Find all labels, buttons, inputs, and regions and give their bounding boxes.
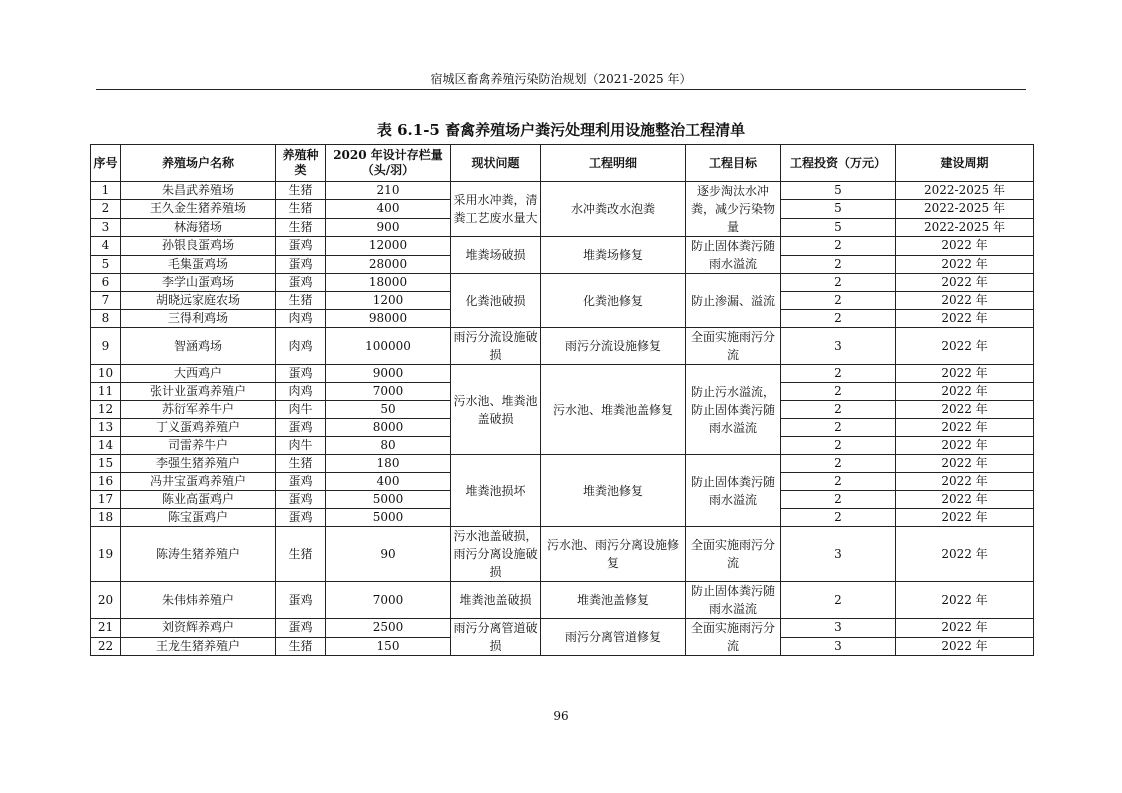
cell-type: 肉鸡 bbox=[276, 383, 326, 401]
cell-investment: 2 bbox=[781, 237, 896, 256]
cell-name: 司雷养牛户 bbox=[121, 437, 276, 455]
cell-name: 朱昌武养殖场 bbox=[121, 182, 276, 200]
cell-problem: 污水池、堆粪池盖破损 bbox=[451, 365, 541, 455]
cell-period: 2022 年 bbox=[896, 619, 1034, 638]
cell-no: 19 bbox=[91, 527, 121, 582]
cell-name: 智涵鸡场 bbox=[121, 328, 276, 365]
cell-stock: 100000 bbox=[326, 328, 451, 365]
cell-type: 生猪 bbox=[276, 218, 326, 236]
cell-no: 4 bbox=[91, 237, 121, 256]
cell-name: 李学山蛋鸡场 bbox=[121, 274, 276, 292]
cell-type: 蛋鸡 bbox=[276, 237, 326, 256]
cell-name: 毛集蛋鸡场 bbox=[121, 255, 276, 274]
cell-problem: 污水池盖破损，雨污分离设施破损 bbox=[451, 527, 541, 582]
cell-investment: 2 bbox=[781, 455, 896, 473]
cell-period: 2022-2025 年 bbox=[896, 200, 1034, 218]
cell-type: 生猪 bbox=[276, 455, 326, 473]
cell-stock: 7000 bbox=[326, 582, 451, 619]
cell-stock: 7000 bbox=[326, 383, 451, 401]
table-row bbox=[91, 237, 1034, 256]
cell-investment: 2 bbox=[781, 473, 896, 491]
cell-stock: 400 bbox=[326, 473, 451, 491]
cell-no: 16 bbox=[91, 473, 121, 491]
cell-stock: 12000 bbox=[326, 237, 451, 256]
cell-name: 丁义蛋鸡养殖户 bbox=[121, 419, 276, 437]
cell-no: 6 bbox=[91, 274, 121, 292]
running-header: 宿城区畜禽养殖污染防治规划（2021-2025 年） bbox=[430, 72, 692, 86]
cell-name: 张计业蛋鸡养殖户 bbox=[121, 383, 276, 401]
cell-detail: 污水池、堆粪池盖修复 bbox=[541, 365, 686, 455]
cell-period: 2022 年 bbox=[896, 383, 1034, 401]
cell-name: 林海猪场 bbox=[121, 218, 276, 236]
cell-name: 朱伟炜养殖户 bbox=[121, 582, 276, 619]
table-row bbox=[91, 365, 1034, 383]
cell-type: 生猪 bbox=[276, 182, 326, 200]
cell-goal: 防止渗漏、溢流 bbox=[686, 274, 781, 328]
cell-type: 蛋鸡 bbox=[276, 491, 326, 509]
cell-type: 肉牛 bbox=[276, 401, 326, 419]
cell-period: 2022 年 bbox=[896, 274, 1034, 292]
cell-period: 2022 年 bbox=[896, 237, 1034, 256]
cell-stock: 8000 bbox=[326, 419, 451, 437]
cell-problem: 雨污分流设施破损 bbox=[451, 328, 541, 365]
cell-detail: 堆粪场修复 bbox=[541, 237, 686, 274]
table-row bbox=[91, 582, 1034, 619]
cell-period: 2022 年 bbox=[896, 419, 1034, 437]
col-header-name: 养殖场户名称 bbox=[121, 145, 276, 182]
cell-stock: 210 bbox=[326, 182, 451, 200]
cell-investment: 3 bbox=[781, 527, 896, 582]
cell-period: 2022 年 bbox=[896, 455, 1034, 473]
cell-period: 2022 年 bbox=[896, 509, 1034, 527]
cell-type: 肉牛 bbox=[276, 437, 326, 455]
cell-type: 蛋鸡 bbox=[276, 619, 326, 638]
cell-stock: 18000 bbox=[326, 274, 451, 292]
cell-period: 2022 年 bbox=[896, 582, 1034, 619]
cell-type: 生猪 bbox=[276, 637, 326, 656]
cell-problem: 采用水冲粪，清粪工艺废水量大 bbox=[451, 182, 541, 237]
cell-period: 2022 年 bbox=[896, 527, 1034, 582]
cell-stock: 9000 bbox=[326, 365, 451, 383]
cell-investment: 3 bbox=[781, 619, 896, 638]
cell-problem: 堆粪场破损 bbox=[451, 237, 541, 274]
cell-period: 2022-2025 年 bbox=[896, 218, 1034, 236]
cell-stock: 80 bbox=[326, 437, 451, 455]
cell-period: 2022 年 bbox=[896, 473, 1034, 491]
cell-problem: 堆粪池盖破损 bbox=[451, 582, 541, 619]
cell-investment: 5 bbox=[781, 182, 896, 200]
cell-detail: 污水池、雨污分离设施修复 bbox=[541, 527, 686, 582]
cell-period: 2022 年 bbox=[896, 292, 1034, 310]
col-header-problem: 现状问题 bbox=[451, 145, 541, 182]
cell-investment: 2 bbox=[781, 365, 896, 383]
cell-name: 王龙生猪养殖户 bbox=[121, 637, 276, 656]
cell-type: 蛋鸡 bbox=[276, 365, 326, 383]
cell-stock: 98000 bbox=[326, 310, 451, 328]
cell-goal: 全面实施雨污分流 bbox=[686, 619, 781, 656]
col-header-goal: 工程目标 bbox=[686, 145, 781, 182]
cell-stock: 900 bbox=[326, 218, 451, 236]
cell-name: 陈涛生猪养殖户 bbox=[121, 527, 276, 582]
cell-no: 8 bbox=[91, 310, 121, 328]
cell-name: 三得利鸡场 bbox=[121, 310, 276, 328]
cell-investment: 5 bbox=[781, 218, 896, 236]
cell-period: 2022 年 bbox=[896, 328, 1034, 365]
cell-detail: 水冲粪改水泡粪 bbox=[541, 182, 686, 237]
table-row bbox=[91, 328, 1034, 365]
cell-detail: 堆粪池修复 bbox=[541, 455, 686, 527]
cell-no: 5 bbox=[91, 255, 121, 274]
cell-no: 21 bbox=[91, 619, 121, 638]
cell-stock: 2500 bbox=[326, 619, 451, 638]
cell-stock: 400 bbox=[326, 200, 451, 218]
cell-stock: 5000 bbox=[326, 509, 451, 527]
cell-no: 13 bbox=[91, 419, 121, 437]
table-row bbox=[91, 527, 1034, 582]
cell-detail: 堆粪池盖修复 bbox=[541, 582, 686, 619]
cell-no: 7 bbox=[91, 292, 121, 310]
cell-name: 苏衍军养牛户 bbox=[121, 401, 276, 419]
cell-investment: 3 bbox=[781, 637, 896, 656]
cell-name: 孙银良蛋鸡场 bbox=[121, 237, 276, 256]
table-row bbox=[91, 619, 1034, 638]
col-header-period: 建设周期 bbox=[896, 145, 1034, 182]
col-header-investment: 工程投资（万元） bbox=[781, 145, 896, 182]
cell-stock: 150 bbox=[326, 637, 451, 656]
cell-name: 大西鸡户 bbox=[121, 365, 276, 383]
cell-type: 蛋鸡 bbox=[276, 274, 326, 292]
cell-goal: 逐步淘汰水冲粪，减少污染物量 bbox=[686, 182, 781, 237]
cell-investment: 2 bbox=[781, 419, 896, 437]
cell-no: 3 bbox=[91, 218, 121, 236]
header-rule bbox=[96, 89, 1026, 90]
col-header-stock: 2020 年设计存栏量（头/羽） bbox=[326, 145, 451, 182]
cell-investment: 2 bbox=[781, 383, 896, 401]
cell-goal: 防止固体粪污随雨水溢流 bbox=[686, 455, 781, 527]
cell-name: 李强生猪养殖户 bbox=[121, 455, 276, 473]
cell-no: 15 bbox=[91, 455, 121, 473]
cell-no: 22 bbox=[91, 637, 121, 656]
cell-stock: 28000 bbox=[326, 255, 451, 274]
cell-stock: 50 bbox=[326, 401, 451, 419]
cell-type: 蛋鸡 bbox=[276, 509, 326, 527]
cell-no: 1 bbox=[91, 182, 121, 200]
cell-goal: 防止固体粪污随雨水溢流 bbox=[686, 237, 781, 274]
cell-investment: 3 bbox=[781, 328, 896, 365]
cell-no: 10 bbox=[91, 365, 121, 383]
cell-problem: 雨污分离管道破损 bbox=[451, 619, 541, 656]
cell-type: 蛋鸡 bbox=[276, 582, 326, 619]
cell-period: 2022-2025 年 bbox=[896, 182, 1034, 200]
cell-name: 陈业高蛋鸡户 bbox=[121, 491, 276, 509]
cell-type: 肉鸡 bbox=[276, 310, 326, 328]
cell-goal: 防止固体粪污随雨水溢流 bbox=[686, 582, 781, 619]
cell-investment: 2 bbox=[781, 582, 896, 619]
cell-goal: 全面实施雨污分流 bbox=[686, 328, 781, 365]
table-header-row bbox=[91, 145, 1034, 182]
cell-name: 胡晓远家庭农场 bbox=[121, 292, 276, 310]
cell-investment: 2 bbox=[781, 310, 896, 328]
page-number: 96 bbox=[553, 709, 569, 723]
cell-stock: 90 bbox=[326, 527, 451, 582]
cell-period: 2022 年 bbox=[896, 491, 1034, 509]
cell-investment: 2 bbox=[781, 491, 896, 509]
cell-period: 2022 年 bbox=[896, 401, 1034, 419]
cell-investment: 2 bbox=[781, 509, 896, 527]
cell-detail: 雨污分离管道修复 bbox=[541, 619, 686, 656]
cell-name: 刘资辉养鸡户 bbox=[121, 619, 276, 638]
cell-period: 2022 年 bbox=[896, 255, 1034, 274]
cell-investment: 5 bbox=[781, 200, 896, 218]
cell-period: 2022 年 bbox=[896, 437, 1034, 455]
cell-type: 生猪 bbox=[276, 527, 326, 582]
cell-no: 14 bbox=[91, 437, 121, 455]
cell-period: 2022 年 bbox=[896, 365, 1034, 383]
cell-type: 生猪 bbox=[276, 200, 326, 218]
cell-investment: 2 bbox=[781, 437, 896, 455]
cell-problem: 堆粪池损坏 bbox=[451, 455, 541, 527]
cell-no: 9 bbox=[91, 328, 121, 365]
cell-problem: 化粪池破损 bbox=[451, 274, 541, 328]
cell-stock: 180 bbox=[326, 455, 451, 473]
cell-no: 18 bbox=[91, 509, 121, 527]
cell-period: 2022 年 bbox=[896, 310, 1034, 328]
cell-detail: 雨污分流设施修复 bbox=[541, 328, 686, 365]
cell-no: 12 bbox=[91, 401, 121, 419]
cell-no: 2 bbox=[91, 200, 121, 218]
table-row bbox=[91, 274, 1034, 292]
cell-name: 陈宝蛋鸡户 bbox=[121, 509, 276, 527]
cell-no: 20 bbox=[91, 582, 121, 619]
col-header-detail: 工程明细 bbox=[541, 145, 686, 182]
cell-investment: 2 bbox=[781, 274, 896, 292]
cell-type: 蛋鸡 bbox=[276, 419, 326, 437]
table-title: 表 6.1-5 畜禽养殖场户粪污处理利用设施整治工程清单 bbox=[376, 121, 746, 139]
cell-no: 11 bbox=[91, 383, 121, 401]
cell-goal: 全面实施雨污分流 bbox=[686, 527, 781, 582]
cell-investment: 2 bbox=[781, 401, 896, 419]
cell-type: 生猪 bbox=[276, 292, 326, 310]
table-row bbox=[91, 455, 1034, 473]
cell-investment: 2 bbox=[781, 255, 896, 274]
project-table bbox=[90, 144, 1034, 656]
cell-type: 蛋鸡 bbox=[276, 473, 326, 491]
cell-goal: 防止污水溢流，防止固体粪污随雨水溢流 bbox=[686, 365, 781, 455]
cell-investment: 2 bbox=[781, 292, 896, 310]
cell-period: 2022 年 bbox=[896, 637, 1034, 656]
col-header-no: 序号 bbox=[91, 145, 121, 182]
col-header-type: 养殖种类 bbox=[276, 145, 326, 182]
cell-stock: 1200 bbox=[326, 292, 451, 310]
cell-type: 蛋鸡 bbox=[276, 255, 326, 274]
cell-name: 冯井宝蛋鸡养殖户 bbox=[121, 473, 276, 491]
cell-no: 17 bbox=[91, 491, 121, 509]
cell-type: 肉鸡 bbox=[276, 328, 326, 365]
table-row bbox=[91, 182, 1034, 200]
cell-name: 王久金生猪养殖场 bbox=[121, 200, 276, 218]
cell-stock: 5000 bbox=[326, 491, 451, 509]
cell-detail: 化粪池修复 bbox=[541, 274, 686, 328]
